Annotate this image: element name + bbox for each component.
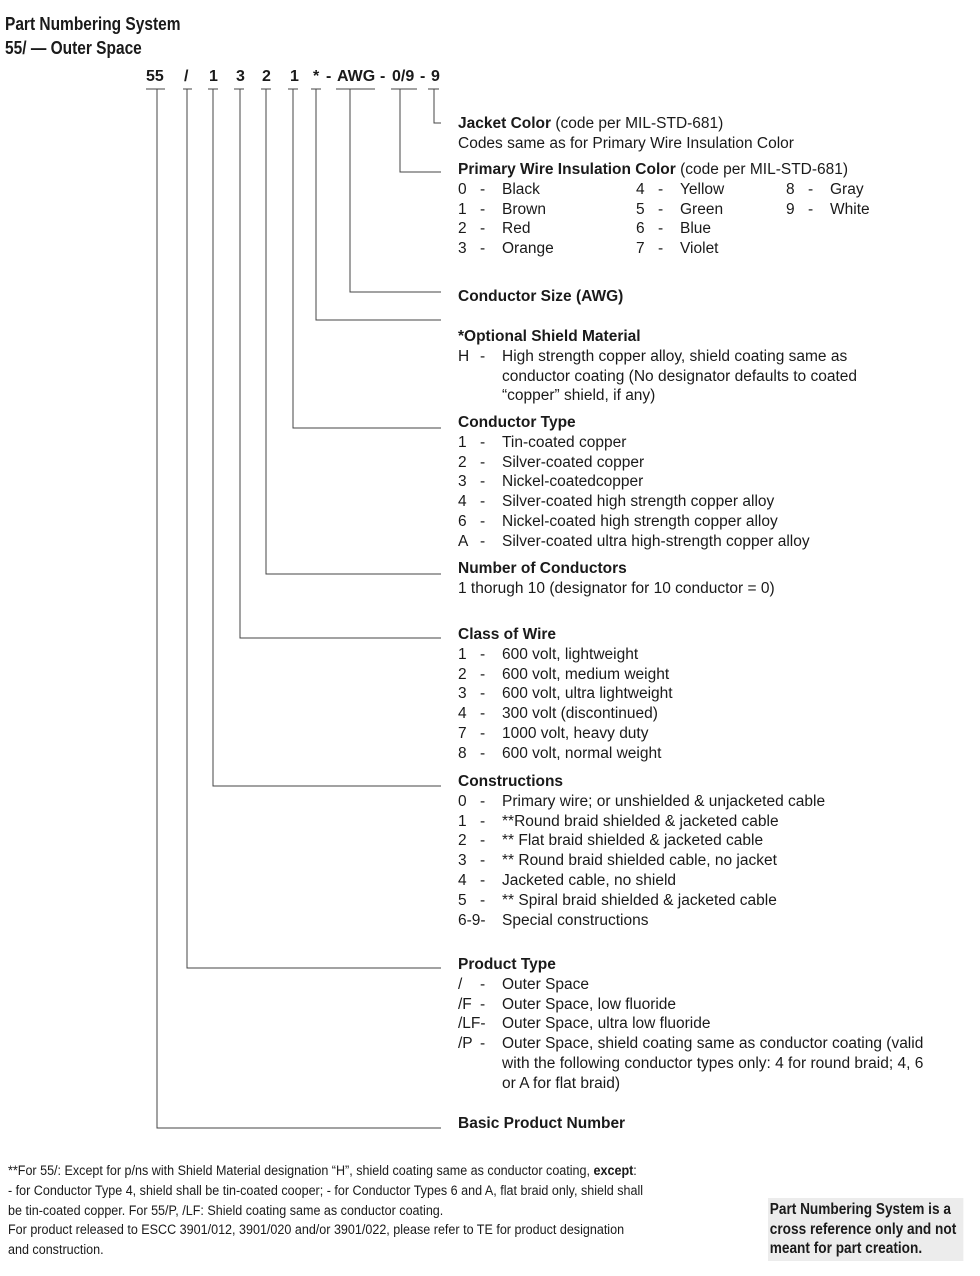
list-item: 5 - ** Spiral braid shielded & jacketed cable — [458, 891, 777, 909]
list-item: 3 - Nickel-coatedcopper — [458, 473, 644, 491]
list-item: 2 - 600 volt, medium weight — [458, 665, 670, 683]
color-row: 8 - Gray — [786, 180, 864, 198]
num-conductors-heading: Number of Conductors — [458, 560, 627, 577]
pn-basic: 55 — [146, 68, 164, 85]
pn-dash: - — [326, 68, 332, 85]
pn-conductor-type: 1 — [290, 68, 299, 85]
pn-construction: 1 — [209, 68, 218, 85]
pn-awg: AWG — [337, 68, 376, 85]
primary-color-note: (code per MIL-STD-681) — [675, 161, 849, 178]
constructions-section — [458, 772, 958, 930]
page-subtitle: 55/ — Outer Space — [5, 38, 142, 58]
list-item: 1 - **Round braid shielded & jacketed cable — [458, 812, 779, 830]
class-of-wire-heading: Class of Wire — [458, 626, 557, 643]
footnote: **For 55/: Except for p/ns with Shield Material designation “H”, shield coating same as conductor coating, except: - for Conductor Type 4, shield shall be tin-coated cooper; - for Conductor Types 6 and A, flat braid only, shield shall be tin-coated copper. For 55/P, /LF: Shield coating same as conductor coating. For product released to ESCC 3901/012, 3901/020 and/or 3901/022, please refer to TE for product designation and construction. — [8, 1163, 644, 1258]
conductor-type-section — [458, 413, 958, 552]
list-item: 7 - 1000 volt, heavy duty — [458, 724, 649, 742]
shield-heading: *Optional Shield Material — [458, 328, 641, 345]
color-row: 0 - Black — [458, 180, 540, 198]
color-row: 1 - Brown — [458, 200, 546, 218]
pn-num-conductors: 2 — [262, 68, 271, 85]
page-title: Part Numbering System — [5, 14, 181, 34]
primary-color-heading: Primary Wire Insulation Color — [458, 161, 676, 178]
list-item: 2 - ** Flat braid shielded & jacketed cable — [458, 832, 764, 850]
color-row: 5 - Green — [636, 200, 724, 218]
pn-dash: - — [420, 68, 426, 85]
disclaimer-note: Part Numbering System is a cross reference only and not meant for part creation. — [768, 1198, 963, 1261]
list-item: 3 - ** Round braid shielded cable, no jacket — [458, 852, 777, 870]
product-type-heading: Product Type — [458, 956, 556, 973]
shield-section — [458, 327, 958, 406]
jacket-color-heading: Jacket Color — [458, 115, 552, 132]
pn-jacket-color: 9 — [431, 68, 440, 85]
list-item: 1 - Tin-coated copper — [458, 433, 627, 451]
basic-product-heading: Basic Product Number — [458, 1115, 626, 1132]
pn-shield: * — [313, 68, 320, 85]
num-conductors-sub: 1 thorugh 10 (designator for 10 conductor = 0) — [458, 579, 775, 597]
constructions-heading: Constructions — [458, 773, 564, 790]
list-item: 8 - 600 volt, normal weight — [458, 744, 662, 762]
pn-product-type: / — [184, 68, 189, 85]
list-item: 6-9- Special constructions — [458, 911, 649, 929]
color-row: 4 - Yellow — [636, 180, 725, 198]
conductor-size-heading: Conductor Size (AWG) — [458, 288, 624, 305]
jacket-color-sub: Codes same as for Primary Wire Insulation Color — [458, 134, 794, 152]
list-item: /LF- Outer Space, ultra low fluoride — [458, 1015, 711, 1033]
conductor-size-section — [458, 287, 958, 307]
color-row: 2 - Red — [458, 220, 531, 238]
list-item: /F - Outer Space, low fluoride — [458, 995, 677, 1013]
shield-item: H - High strength copper alloy, shield coating same as conductor coating (No designator defaults to coated “copper” shield, if any) — [458, 347, 858, 405]
list-item: A - Silver-coated ultra high-strength copper alloy — [458, 532, 810, 550]
color-row: 9 - White — [786, 200, 870, 218]
list-item: 1 - 600 volt, lightweight — [458, 645, 639, 663]
list-item: / - Outer Space — [458, 975, 590, 993]
list-item: 4 - Silver-coated high strength copper alloy — [458, 493, 775, 511]
basic-product-section — [458, 1114, 958, 1134]
class-of-wire-section — [458, 625, 958, 764]
pn-primary-color: 0/9 — [392, 68, 415, 85]
list-item: /P - Outer Space, shield coating same as conductor coating (valid with the following conductor types only: 4 for round braid; 4, 6 or A for flat braid) — [458, 1035, 924, 1092]
color-row: 7 - Violet — [636, 240, 719, 258]
color-row: 3 - Orange — [458, 240, 554, 258]
color-row: 6 - Blue — [636, 220, 712, 238]
list-item: 4 - Jacketed cable, no shield — [458, 871, 677, 889]
list-item: 2 - Silver-coated copper — [458, 453, 645, 471]
pn-class: 3 — [236, 68, 245, 85]
jacket-color-section — [458, 114, 958, 154]
list-item: 4 - 300 volt (discontinued) — [458, 705, 658, 723]
primary-color-section — [458, 160, 958, 259]
product-type-section — [458, 955, 958, 1094]
pn-dash: - — [380, 68, 386, 85]
jacket-color-note: (code per MIL-STD-681) — [551, 115, 724, 132]
num-conductors-section — [458, 559, 958, 599]
list-item: 6 - Nickel-coated high strength copper alloy — [458, 512, 778, 530]
list-item: 3 - 600 volt, ultra lightweight — [458, 685, 673, 703]
list-item: 0 - Primary wire; or unshielded & unjacketed cable — [458, 792, 826, 810]
conductor-type-heading: Conductor Type — [458, 414, 576, 431]
